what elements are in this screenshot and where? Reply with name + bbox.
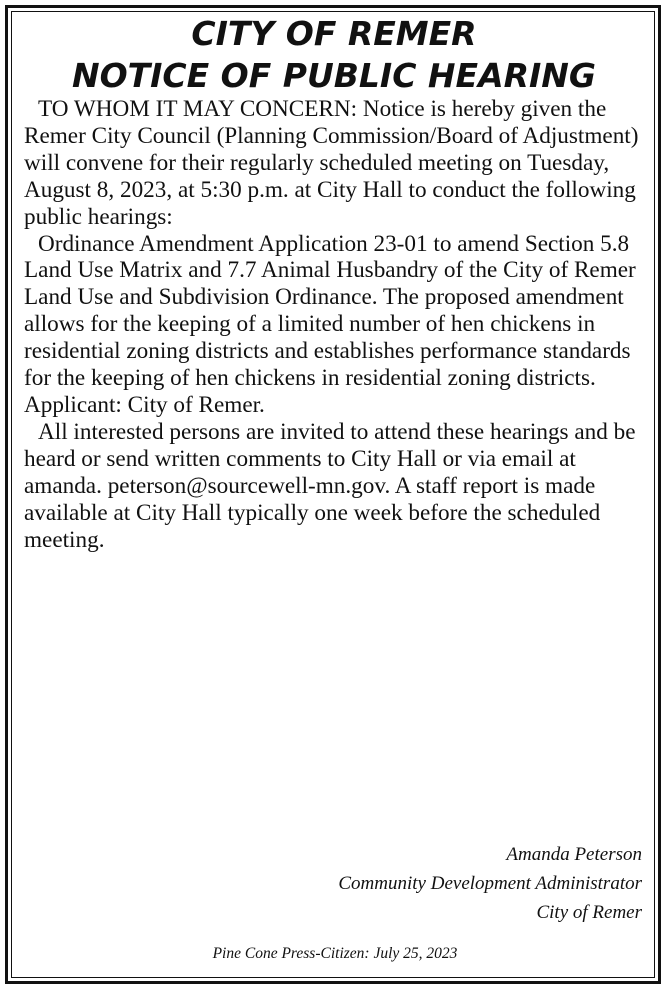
- notice-title-city: CITY OF REMER: [191, 14, 477, 53]
- notice-content: [24, 14, 644, 553]
- notice-title-hearing: NOTICE OF PUBLIC HEARING: [71, 56, 597, 95]
- signature-block: [338, 840, 642, 927]
- notice-paragraph-invitation: All interested persons are invited to attend these hearings and be heard or send written comments to City Hall or via email at amanda. peterson@sourcewell-mn.gov. A staff report is made available at City Hall typically one week before the scheduled meeting.: [24, 418, 636, 553]
- signature-organization: City of Remer: [536, 902, 642, 923]
- notice-body: [24, 96, 644, 553]
- signature-title: Community Development Administrator: [338, 873, 642, 894]
- publication-footer: Pine Cone Press-Citizen: July 25, 2023: [212, 945, 458, 962]
- notice-paragraph-intro: TO WHOM IT MAY CONCERN: Notice is hereby given the Remer City Council (Planning Commission/Board of Adjustment) will convene for their regularly scheduled meeting on Tuesday, August 8, 2023, at 5:30 p.m. at City Hall to conduct the following public hearings:: [24, 96, 639, 230]
- signature-name: Amanda Peterson: [506, 844, 642, 865]
- notice-paragraph-ordinance: Ordinance Amendment Application 23-01 to amend Section 5.8 Land Use Matrix and 7.7 Animal Husbandry of the City of Remer Land Use and Subdivision Ordinance. The proposed amendment allows for the keeping of a limited number of hen chickens in residential zoning districts and establishes performance standards for the keeping of hen chickens in residential zoning districts. Applicant: City of Remer.: [24, 230, 636, 418]
